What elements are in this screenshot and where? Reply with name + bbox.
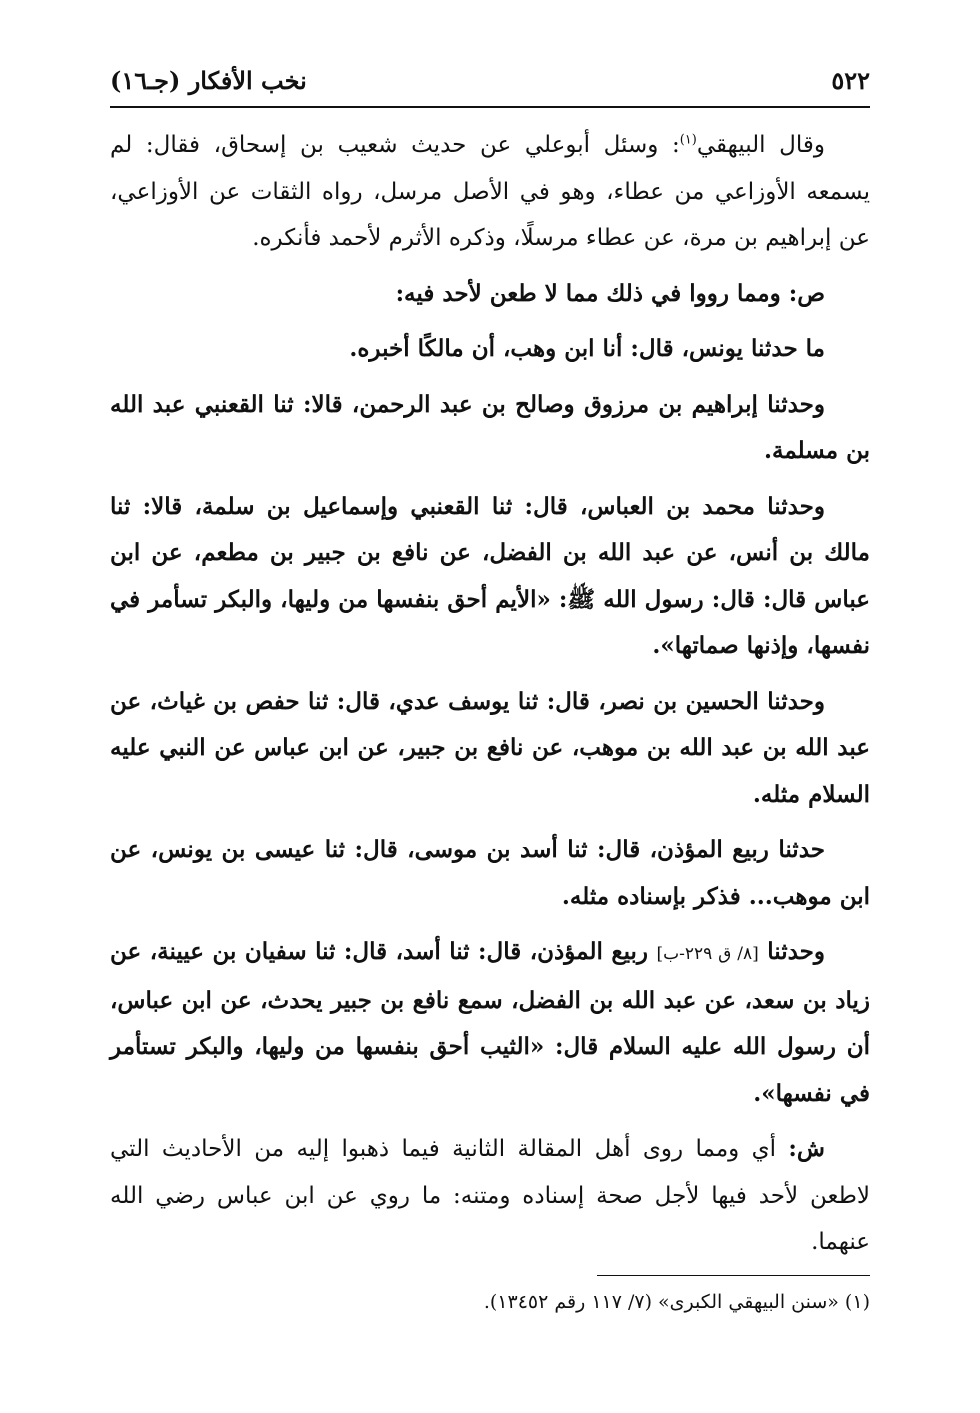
page-header xyxy=(110,58,870,102)
page-number: ٥٢٢ xyxy=(831,65,870,95)
sad-marker: ص: xyxy=(788,279,825,307)
shin-marker: ش: xyxy=(788,1135,825,1162)
paragraph-husayn: وحدثنا الحسين بن نصر، قال: ثنا يوسف عدي، قال: ثنا حفص بن غياث، عن عبد الله بن عبد الله بن موهب، عن نافع بن جبير، عن ابن عباس عن النبي عليه السلام مثله. xyxy=(110,687,870,808)
footnote-ref[interactable]: (١) xyxy=(679,132,697,148)
paragraph-rabi: حدثنا ربيع المؤذن، قال: ثنا أسد بن موسى، قال: ثنا عيسى بن يونس، عن ابن موهب... فذكر بإسناده مثله. xyxy=(110,836,870,910)
running-title: نخب الأفكار (جـ١٦) xyxy=(110,65,307,95)
paragraph-yunus: ما حدثنا يونس، قال: أنا ابن وهب، أن مالكًا أخبره. xyxy=(349,335,825,362)
page-body xyxy=(110,122,870,1275)
paragraph-bayhaqi: وقال البيهقي$^{(١)}$: وسئل أبوعلي عن حديث شعيب بن إسحاق، فقال: لم يسمعه الأوزاعي من عطاء، وهو في الأصل مرسل، رواه الثقات عن الأوزاعي، عن إبراهيم بن مرة، عن عطاء مرسلًا، وذكره الأثرم لأحمد فأنكره. xyxy=(110,132,870,251)
footnote: (١) «سنن البيهقي الكبرى» (٧/ ١١٧ رقم ١٣٤٥٢). xyxy=(483,1291,870,1313)
manuscript-ref: [٨/ ق ٢٢٩-ب] xyxy=(656,944,759,964)
paragraph-rabi-2: وحدثنا [٨/ ق ٢٢٩-ب] ربيع المؤذن، قال: ثنا أسد، قال: ثنا سفيان بن عيينة، عن زياد بن سعد، عن عبد الله بن الفضل، سمع نافع بن جبير يحدث، عن ابن عباس، أن رسول الله عليه السلام قال: «الثيب أحق بنفسها من وليها، والبكر تستأمر في نفسها». xyxy=(110,938,870,1107)
paragraph-shin: ش: أي ومما روى أهل المقالة الثانية فيما ذهبوا إليه من الأحاديث التي لاطعن لأحد فيها لأجل صحة إسناده ومتنه: ما روي عن ابن عباس رضي الله عنهما. xyxy=(110,1135,870,1255)
paragraph-muhammad: وحدثنا محمد بن العباس، قال: ثنا القعنبي وإسماعيل بن سلمة، قالا: ثنا مالك بن أنس، عن عبد الله بن الفضل، عن نافع بن جبير بن مطعم، عن ابن عباس قال: قال: رسول الله ﷺ: «الأيم أحق بنفسها من وليها، والبكر تسأمر في نفسها، وإذنها صماتها». xyxy=(110,492,870,659)
paragraph-ibrahim: وحدثنا إبراهيم بن مرزوق وصالح بن عبد الرحمن، قالا: ثنا القعنبي عبد الله بن مسلمة. xyxy=(110,390,870,464)
header-rule xyxy=(110,106,870,108)
footnote-rule xyxy=(597,1275,870,1276)
paragraph-sad: ص: ومما رووا في ذلك مما لا طعن لأحد فيه: xyxy=(395,279,825,307)
